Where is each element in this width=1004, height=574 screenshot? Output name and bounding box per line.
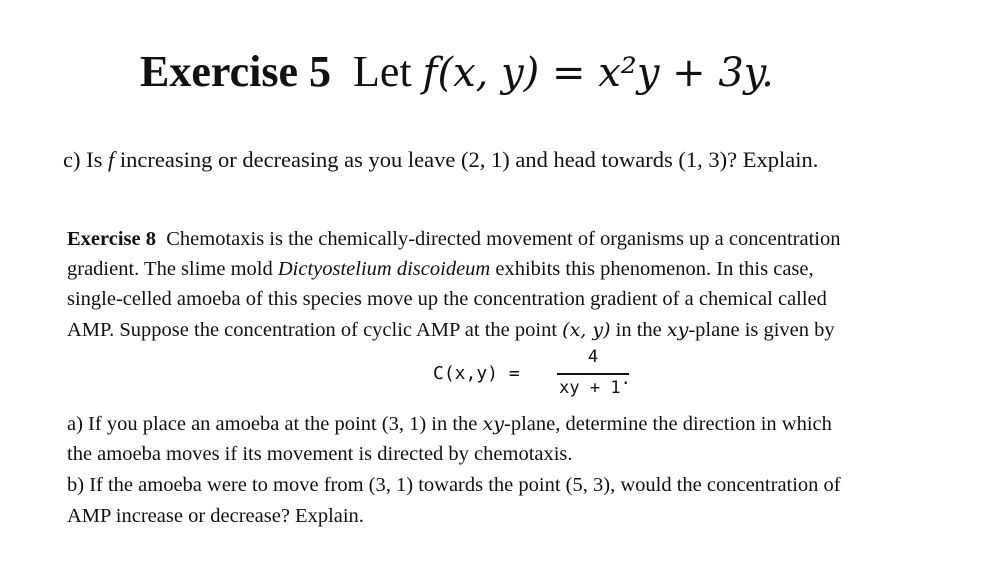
line-4-text-a: AMP. Suppose the concentration of cyclic AMP at the point: [67, 319, 558, 341]
fraction-bar: [557, 373, 629, 375]
exercise-8-line-1: [67, 224, 840, 254]
exercise-8-line-2: [67, 254, 814, 284]
exercise-5-label: Exercise 5: [140, 47, 332, 96]
species-name: Dictyostelium discoideum: [277, 258, 491, 280]
exercise-5-part-c: [63, 144, 818, 176]
part-a-line-2-text: the amoeba moves if its movement is directed by chemotaxis.: [67, 443, 573, 465]
part-c-label: c): [63, 147, 81, 172]
denominator-text: xy + 1: [559, 378, 621, 398]
part-b-line-2-text: AMP increase or decrease? Explain.: [67, 505, 364, 527]
exercise-5-heading: [140, 44, 774, 101]
part-a-text-a: a) If you place an amoeba at the point (3, 1) in the: [67, 413, 478, 435]
part-c-text-end: increasing or decreasing as you leave (2, 1) and head towards (1, 3)? Explain.: [119, 147, 819, 172]
part-b-line-1-text: b) If the amoeba were to move from (3, 1) towards the point (5, 3), would the concentration of: [67, 474, 841, 496]
xy-plane-symbol: xy: [666, 319, 689, 341]
part-b-line-2: [67, 501, 364, 531]
formula-denominator: [557, 369, 633, 400]
exercise-8-line-1-text: Chemotaxis is the chemically-directed movement of organisms up a concentration: [166, 228, 841, 250]
part-b-line-1: [67, 470, 841, 500]
point-xy: (x, y): [562, 319, 611, 341]
line-2-text-b: exhibits this phenomenon. In this case,: [495, 258, 814, 280]
let-word: Let: [353, 47, 412, 96]
part-c-f-symbol: f: [107, 147, 115, 172]
line-4-text-c: -plane is given by: [688, 319, 835, 341]
part-a-line-1: [67, 409, 832, 439]
part-a-text-b: -plane, determine the direction in which: [504, 413, 832, 435]
function-definition: f(x, y) = x²y + 3y.: [422, 50, 774, 96]
exercise-8-line-3: [67, 284, 827, 314]
exercise-8-label: Exercise 8: [67, 228, 156, 250]
formula-period: .: [620, 369, 631, 389]
exercise-8-line-4: [67, 315, 835, 345]
part-a-xy-symbol: xy: [482, 413, 504, 435]
line-4-text-b: in the: [615, 319, 662, 341]
formula-lhs: C(x,y) =: [433, 363, 520, 384]
line-3-text: single-celled amoeba of this species move up the concentration gradient of a chemical called: [67, 288, 827, 310]
line-2-text-a: gradient. The slime mold: [67, 258, 273, 280]
part-c-text-start: Is: [86, 147, 103, 172]
part-a-line-2: [67, 439, 573, 469]
concentration-formula: [433, 346, 653, 404]
formula-numerator: 4: [587, 347, 599, 367]
